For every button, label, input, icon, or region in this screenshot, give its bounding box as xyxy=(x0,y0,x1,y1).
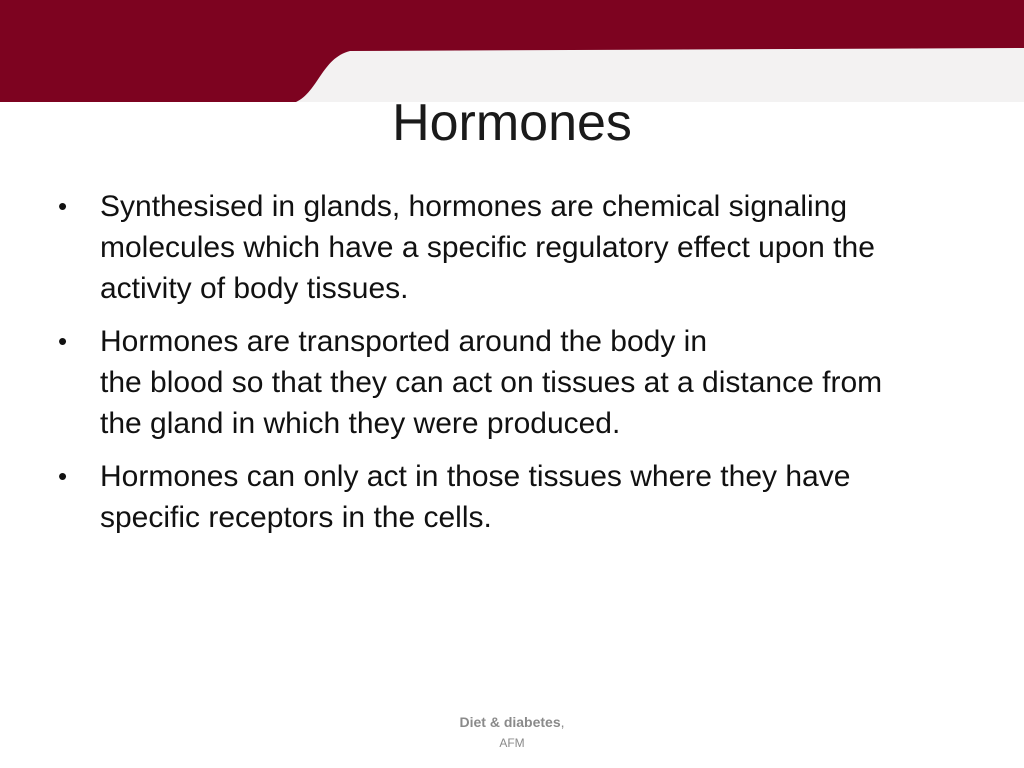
bullet-line: Hormones can only act in those tissues where they have xyxy=(100,460,851,493)
bullet-line: the blood so that they can act on tissues at a distance from xyxy=(100,366,883,399)
footer-separator: , xyxy=(560,714,565,730)
bullet-line: molecules which have a specific regulatory effect upon the xyxy=(100,231,875,264)
bullet-dot-icon: • xyxy=(58,326,68,356)
slide-title: Hormones xyxy=(392,94,632,152)
bullet-item xyxy=(58,321,938,444)
bullet-line: activity of body tissues. xyxy=(100,272,409,305)
bullet-item xyxy=(58,186,938,309)
footer-title: Diet & diabetes xyxy=(459,714,561,730)
footer xyxy=(0,712,1024,754)
bullet-dot-icon: • xyxy=(58,191,68,221)
bullet-line: the gland in which they were produced. xyxy=(100,407,621,440)
bullet-item xyxy=(58,456,938,538)
footer-author: AFM xyxy=(499,736,525,750)
bullet-list xyxy=(58,186,938,550)
bullet-line: Hormones are transported around the body in xyxy=(100,325,708,358)
footer-title-line xyxy=(0,712,1024,732)
bullet-line: specific receptors in the cells. xyxy=(100,501,492,534)
bullet-dot-icon: • xyxy=(58,461,68,491)
bullet-line: Synthesised in glands, hormones are chemical signaling xyxy=(100,190,848,223)
